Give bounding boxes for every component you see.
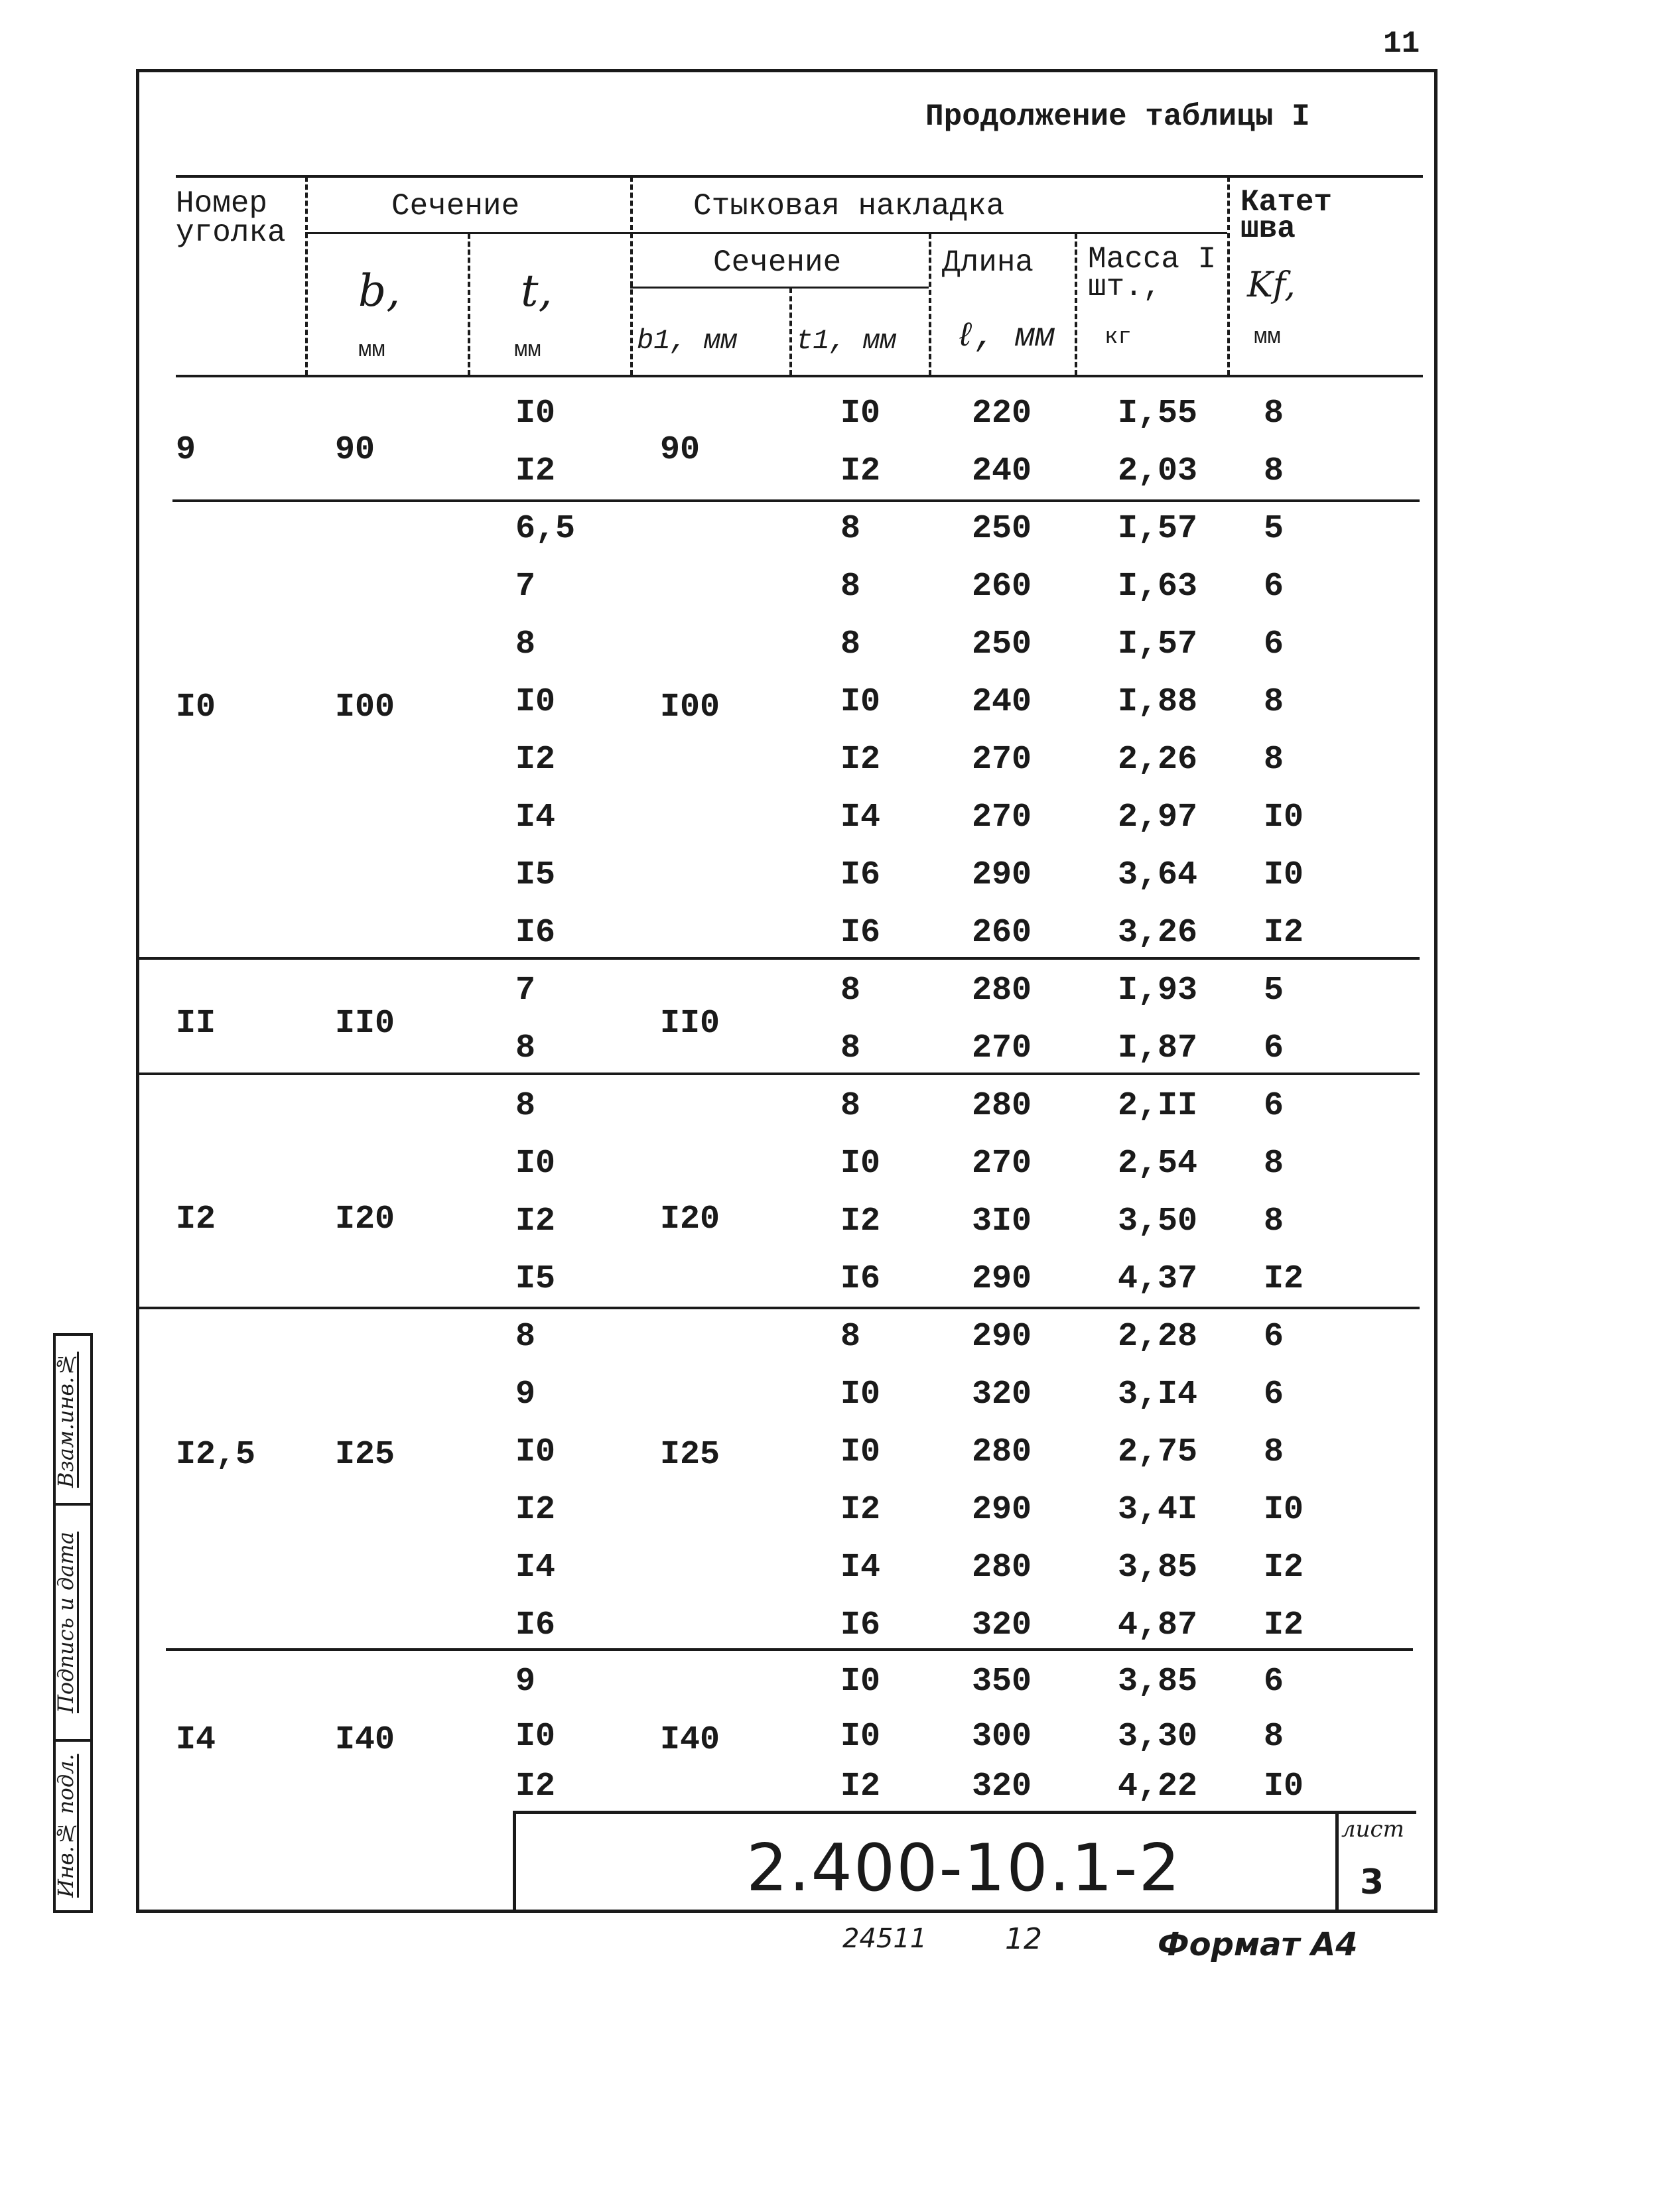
table-row	[139, 1711, 1433, 1768]
cell-t: I0	[515, 683, 556, 721]
cell-mass: I,55	[1118, 395, 1198, 432]
table-row	[139, 388, 1433, 445]
cell-kf: 6	[1264, 1087, 1284, 1125]
cell-t1: I0	[840, 1376, 881, 1413]
angle-number: I2,5	[176, 1436, 256, 1474]
cell-t: 8	[515, 1318, 536, 1356]
table-row	[139, 1542, 1433, 1599]
table-row	[139, 850, 1433, 907]
cell-t: I0	[515, 1433, 556, 1471]
angle-number: I4	[176, 1721, 216, 1759]
cell-t: 9	[515, 1376, 536, 1413]
cell-t: I6	[515, 914, 556, 952]
header-b1: b1, мм	[637, 325, 738, 357]
cell-t: 7	[515, 972, 536, 1009]
header-sub-line	[305, 232, 1227, 234]
cell-length: 350	[972, 1663, 1032, 1701]
cell-mass: 3,50	[1118, 1203, 1198, 1240]
cell-t1: I2	[840, 1491, 881, 1529]
cell-mass: 2,54	[1118, 1145, 1198, 1183]
cell-length: 270	[972, 1145, 1032, 1183]
cell-length: 250	[972, 510, 1032, 548]
table-row	[139, 907, 1433, 964]
cell-length: 280	[972, 972, 1032, 1009]
cell-mass: 2,II	[1118, 1087, 1198, 1125]
angle-number: I0	[176, 688, 216, 726]
table-row	[139, 792, 1433, 849]
cell-t1: I2	[840, 1203, 881, 1240]
cell-t1: I6	[840, 856, 881, 894]
header-sep	[929, 233, 933, 375]
document-code: 2.400-10.1-2	[746, 1831, 1181, 1906]
side-label-original-inv: Инв.№ подл.	[53, 1754, 78, 1898]
cell-length: 250	[972, 625, 1032, 663]
table-row	[139, 1484, 1433, 1541]
header-angle-no: Номер уголка	[176, 186, 286, 250]
header-mass: Масса I шт.,	[1088, 242, 1217, 304]
cell-t1: 8	[840, 625, 861, 663]
cell-kf: I2	[1264, 1260, 1304, 1298]
cell-t1: I6	[840, 1260, 881, 1298]
cell-length: 320	[972, 1768, 1032, 1805]
cell-t1: 8	[840, 1318, 861, 1356]
table-row	[139, 619, 1433, 676]
cell-t: I2	[515, 741, 556, 779]
cell-length: 280	[972, 1433, 1032, 1471]
cell-mass: 4,87	[1118, 1606, 1198, 1644]
cell-mass: 3,64	[1118, 856, 1198, 894]
plate-b1: II0	[660, 1005, 720, 1043]
cell-length: 290	[972, 1260, 1032, 1298]
cell-length: 290	[972, 856, 1032, 894]
cell-length: 290	[972, 1491, 1032, 1529]
cell-t1: I0	[840, 395, 881, 432]
cell-t1: I4	[840, 799, 881, 836]
section-b: 90	[335, 431, 375, 469]
cell-kf: I0	[1264, 799, 1304, 836]
angle-number: II	[176, 1005, 216, 1043]
footer-inventory-number: 24511	[842, 1923, 927, 1954]
cell-t1: I0	[840, 1718, 881, 1756]
header-bottom-line	[176, 375, 1423, 377]
cell-t: I4	[515, 1549, 556, 1587]
plate-b1: I20	[660, 1201, 720, 1238]
cell-kf: 8	[1264, 1203, 1284, 1240]
cell-length: 260	[972, 568, 1032, 606]
header-plate-section: Сечение	[713, 245, 842, 280]
cell-mass: I,88	[1118, 683, 1198, 721]
table-row	[139, 1254, 1433, 1311]
section-b: I20	[335, 1201, 395, 1238]
cell-kf: 5	[1264, 510, 1284, 548]
cell-kf: 6	[1264, 1029, 1284, 1067]
cell-kf: 8	[1264, 395, 1284, 432]
section-b: II0	[335, 1005, 395, 1043]
cell-kf: 8	[1264, 1718, 1284, 1756]
cell-t: I5	[515, 1260, 556, 1298]
cell-t1: 8	[840, 972, 861, 1009]
cell-length: 3I0	[972, 1203, 1032, 1240]
cell-length: 280	[972, 1549, 1032, 1587]
table-row	[139, 1369, 1433, 1426]
table-row	[139, 1196, 1433, 1253]
cell-t: 6,5	[515, 510, 576, 548]
cell-length: 240	[972, 683, 1032, 721]
plate-b1: I00	[660, 688, 720, 726]
header-subsection-line	[630, 287, 929, 289]
cell-t1: I0	[840, 1433, 881, 1471]
cell-mass: 2,03	[1118, 452, 1198, 490]
header-weld-leg: Катет шва	[1240, 185, 1333, 246]
cell-t1: 8	[840, 510, 861, 548]
cell-kf: I0	[1264, 1491, 1304, 1529]
header-sep	[789, 288, 794, 375]
sheet-number: 3	[1360, 1862, 1384, 1902]
table-row	[139, 1427, 1433, 1484]
table-row	[139, 734, 1433, 791]
side-label-replace-inv: Взам.инв.№	[53, 1351, 78, 1488]
cell-t: I2	[515, 1203, 556, 1240]
cell-kf: 6	[1264, 625, 1284, 663]
cell-mass: 3,85	[1118, 1549, 1198, 1587]
cell-t1: 8	[840, 568, 861, 606]
cell-t1: 8	[840, 1087, 861, 1125]
cell-kf: I2	[1264, 1549, 1304, 1587]
cell-t: I2	[515, 1768, 556, 1805]
cell-kf: 6	[1264, 1376, 1284, 1413]
table-row	[139, 1600, 1433, 1657]
table-row	[139, 503, 1433, 560]
cell-kf: 6	[1264, 1663, 1284, 1701]
table-row	[139, 965, 1433, 1022]
table-row	[139, 446, 1433, 503]
header-length: Длина	[942, 245, 1034, 280]
header-kf-unit: мм	[1254, 325, 1281, 350]
cell-length: 320	[972, 1376, 1032, 1413]
section-b: I40	[335, 1721, 395, 1759]
cell-mass: I,57	[1118, 510, 1198, 548]
table-row	[139, 1311, 1433, 1368]
cell-kf: 6	[1264, 1318, 1284, 1356]
table-row	[139, 561, 1433, 618]
cell-kf: I0	[1264, 1768, 1304, 1805]
cell-t: I2	[515, 452, 556, 490]
table-row	[139, 1656, 1433, 1713]
cell-mass: 2,26	[1118, 741, 1198, 779]
cell-kf: 8	[1264, 683, 1284, 721]
cell-mass: 2,97	[1118, 799, 1198, 836]
cell-kf: 8	[1264, 741, 1284, 779]
footer-format: Формат А4	[1158, 1926, 1358, 1963]
cell-kf: I0	[1264, 856, 1304, 894]
cell-mass: 3,85	[1118, 1663, 1198, 1701]
header-kf: Kf,	[1247, 265, 1296, 305]
cell-mass: I,63	[1118, 568, 1198, 606]
header-sep	[305, 176, 310, 375]
cell-t: I0	[515, 1145, 556, 1183]
cell-t: I2	[515, 1491, 556, 1529]
cell-t1: 8	[840, 1029, 861, 1067]
header-b: b,	[358, 265, 401, 316]
cell-kf: 5	[1264, 972, 1284, 1009]
angle-number: I2	[176, 1201, 216, 1238]
cell-mass: I,87	[1118, 1029, 1198, 1067]
cell-length: 240	[972, 452, 1032, 490]
table-row	[139, 1761, 1433, 1818]
cell-kf: 8	[1264, 452, 1284, 490]
cell-kf: 8	[1264, 1145, 1284, 1183]
header-splice-plate: Стыковая накладка	[693, 189, 1005, 224]
cell-mass: 2,28	[1118, 1318, 1198, 1356]
table-row	[139, 1080, 1433, 1138]
section-b: I00	[335, 688, 395, 726]
header-sep	[630, 176, 635, 375]
header-sep	[468, 233, 472, 375]
cell-kf: 8	[1264, 1433, 1284, 1471]
table-row	[139, 677, 1433, 734]
plate-b1: I40	[660, 1721, 720, 1759]
header-t-unit: мм	[514, 338, 541, 363]
cell-length: 270	[972, 741, 1032, 779]
cell-length: 280	[972, 1087, 1032, 1125]
cell-t1: I2	[840, 741, 881, 779]
header-mass-unit: кг	[1104, 325, 1132, 350]
header-b-unit: мм	[358, 338, 385, 363]
cell-t: I0	[515, 1718, 556, 1756]
angle-number: 9	[176, 431, 196, 469]
section-b: I25	[335, 1436, 395, 1474]
header-sep	[1227, 176, 1232, 375]
cell-mass: 4,37	[1118, 1260, 1198, 1298]
footer-page-number: 12	[1005, 1922, 1042, 1956]
sheet-label: лист	[1341, 1816, 1404, 1843]
cell-t1: I6	[840, 1606, 881, 1644]
cell-mass: I,57	[1118, 625, 1198, 663]
cell-t1: I2	[840, 452, 881, 490]
cell-t: I0	[515, 395, 556, 432]
cell-mass: I,93	[1118, 972, 1198, 1009]
side-label-signature-date: Подпись и дата	[53, 1531, 78, 1713]
cell-t1: I4	[840, 1549, 881, 1587]
cell-t: I4	[515, 799, 556, 836]
cell-length: 300	[972, 1718, 1032, 1756]
cell-t: 8	[515, 1029, 536, 1067]
cell-mass: 3,26	[1118, 914, 1198, 952]
cell-t1: I0	[840, 683, 881, 721]
cell-t: I5	[515, 856, 556, 894]
page-top-number: 11	[1383, 27, 1420, 61]
header-t1: t1, мм	[796, 325, 897, 357]
cell-kf: I2	[1264, 1606, 1304, 1644]
table-continuation-title: Продолжение таблицы I	[925, 99, 1310, 134]
cell-t: I6	[515, 1606, 556, 1644]
table-row	[139, 1023, 1433, 1080]
plate-b1: 90	[660, 431, 701, 469]
cell-kf: I2	[1264, 914, 1304, 952]
cell-t: 8	[515, 625, 536, 663]
cell-t1: I6	[840, 914, 881, 952]
header-sep	[1075, 233, 1079, 375]
cell-length: 270	[972, 799, 1032, 836]
cell-length: 260	[972, 914, 1032, 952]
header-length-symbol: ℓ, мм	[955, 318, 1055, 356]
cell-t: 9	[515, 1663, 536, 1701]
cell-length: 220	[972, 395, 1032, 432]
cell-t1: I2	[840, 1768, 881, 1805]
cell-kf: 6	[1264, 568, 1284, 606]
cell-mass: 2,75	[1118, 1433, 1198, 1471]
header-section: Сечение	[391, 189, 520, 224]
cell-t1: I0	[840, 1663, 881, 1701]
cell-t: 8	[515, 1087, 536, 1125]
cell-t: 7	[515, 568, 536, 606]
plate-b1: I25	[660, 1436, 720, 1474]
cell-length: 270	[972, 1029, 1032, 1067]
cell-length: 290	[972, 1318, 1032, 1356]
cell-t1: I0	[840, 1145, 881, 1183]
cell-mass: 3,4I	[1118, 1491, 1198, 1529]
header-top-line	[176, 175, 1423, 178]
cell-mass: 3,30	[1118, 1718, 1198, 1756]
cell-mass: 4,22	[1118, 1768, 1198, 1805]
cell-length: 320	[972, 1606, 1032, 1644]
header-t: t,	[521, 265, 553, 316]
table-row	[139, 1138, 1433, 1195]
cell-mass: 3,I4	[1118, 1376, 1198, 1413]
